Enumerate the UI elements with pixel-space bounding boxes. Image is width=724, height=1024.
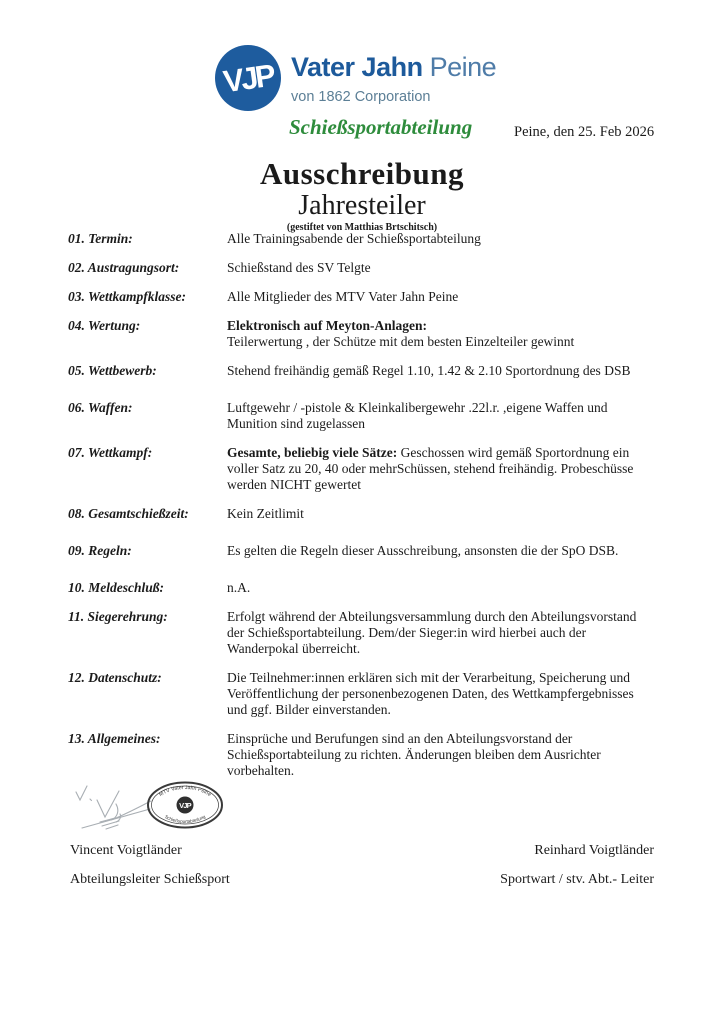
club-stamp [146, 781, 224, 829]
list-item [68, 400, 656, 432]
stamp-center-letters: VJP [179, 801, 191, 810]
list-item [68, 445, 656, 493]
svg-text:Schießsportabteilung [164, 814, 207, 824]
item-label: 10. Meldeschluß: [68, 580, 164, 595]
signer-name: Reinhard Voigtländer [534, 843, 654, 858]
item-label: 13. Allgemeines: [68, 731, 161, 746]
list-item [68, 260, 656, 276]
item-label: 05. Wettbewerb: [68, 363, 157, 378]
brand-name-light: Peine [422, 52, 497, 82]
list-item [68, 363, 656, 379]
list-item [68, 289, 656, 305]
svg-text:VJP: VJP [221, 57, 276, 100]
brand-name [291, 52, 496, 83]
item-label: 04. Wertung: [68, 318, 141, 333]
svg-text:MTV Vater Jahn Peine [158, 785, 212, 798]
item-value: Schießstand des SV Telgte [227, 260, 371, 275]
item-value: Es gelten die Regeln dieser Ausschreibung, ansonsten die der SpO DSB. [227, 543, 619, 558]
item-label: 01. Termin: [68, 231, 133, 246]
item-value: n.A. [227, 580, 251, 595]
item-label: 03. Wettkampfklasse: [68, 289, 187, 304]
list-item [68, 231, 656, 247]
item-label: 08. Gesamtschießzeit: [68, 506, 189, 521]
list-item [68, 670, 656, 718]
list-item [68, 318, 656, 350]
title-note: (gestiftet von Matthias Brtschitsch) [286, 222, 438, 233]
item-value: Einsprüche und Berufungen sind an den Abteilungsvorstand der Schießsportabteilung zu richten. Änderungen bleiben dem Ausrichter vorbehalten. [227, 731, 601, 778]
club-logo-icon [214, 44, 282, 112]
signer-name: Vincent Voigtländer [70, 843, 182, 858]
list-item [68, 609, 656, 657]
item-label: 02. Austragungsort: [68, 260, 180, 275]
brand-block [291, 52, 496, 105]
list-item [68, 543, 656, 559]
item-value: Alle Mitglieder des MTV Vater Jahn Peine [227, 289, 459, 304]
items-list [68, 231, 656, 792]
item-value: Stehend freihändig gemäß Regel 1.10, 1.42 & 2.10 Sportordnung des DSB [227, 363, 631, 378]
page-title: Ausschreibung [259, 156, 465, 191]
list-item [68, 731, 656, 779]
brand-name-bold: Vater Jahn [291, 52, 423, 82]
item-value: Erfolgt während der Abteilungsversammlung durch den Abteilungsvorstand der Schießsportabteilung. Dem/der Sieger:in wird hierbei auch der Wanderpokal überreicht. [227, 609, 637, 656]
department-title: Schießsportabteilung [289, 115, 473, 139]
item-label: 07. Wettkampf: [68, 445, 153, 460]
signature-right [500, 843, 654, 888]
page-subtitle: Jahresteiler [298, 190, 426, 221]
item-label: 12. Datenschutz: [68, 670, 162, 685]
list-item [68, 506, 656, 522]
signature-left [70, 843, 230, 888]
item-value: Elektronisch auf Meyton-Anlagen: Teilerwertung , der Schütze mit dem besten Einzelteiler gewinnt [227, 318, 575, 349]
signer-role: Abteilungsleiter Schießsport [70, 872, 230, 887]
stamp-bottom-text: Schießsportabteilung [163, 813, 207, 825]
title-block [0, 157, 724, 233]
item-label: 11. Siegerehrung: [68, 609, 168, 624]
stamp-top-text: MTV Vater Jahn Peine [158, 784, 212, 799]
item-value: Die Teilnehmer:innen erklären sich mit der Verarbeitung, Speicherung und Veröffentlichung der personenbezogenen Daten, des Wettkampfergebnisses und ggf. Bilder einverstanden. [227, 670, 634, 717]
item-value: Kein Zeitlimit [227, 506, 304, 521]
brand-subtitle: von 1862 Corporation [291, 89, 431, 105]
item-value: Gesamte, beliebig viele Sätze: Geschossen wird gemäß Sportordnung ein voller Satz zu 20, 40 oder mehrSchüssen, stehend freihändig. Probeschüsse werden NICHT gewertet [227, 445, 634, 492]
signer-role: Sportwart / stv. Abt.- Leiter [500, 872, 654, 887]
item-label: 09. Regeln: [68, 543, 132, 558]
item-value: Luftgewehr / -pistole & Kleinkalibergewehr .22l.r. ,eigene Waffen und Munition sind zugelassen [227, 400, 608, 431]
date-line: Peine, den 25. Feb 2026 [514, 124, 655, 140]
list-item [68, 580, 656, 596]
item-label: 06. Waffen: [68, 400, 133, 415]
item-value: Alle Trainingsabende der Schießsportabteilung [227, 231, 481, 246]
